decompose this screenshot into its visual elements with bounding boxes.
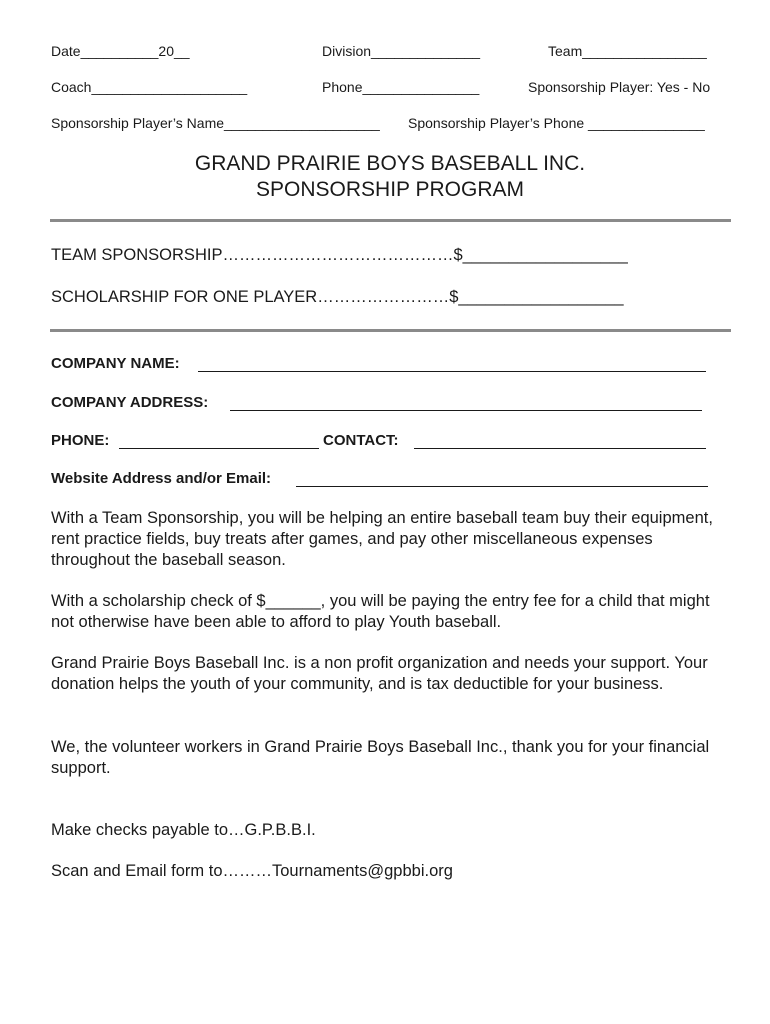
contact-input[interactable]: [414, 448, 706, 449]
player-phone-field[interactable]: Sponsorship Player’s Phone _______________: [408, 115, 705, 131]
team-field[interactable]: Team________________: [548, 43, 707, 59]
phone-field[interactable]: Phone_______________: [322, 79, 480, 95]
company-name-label: COMPANY NAME:: [51, 355, 180, 372]
divider-top: [50, 219, 731, 222]
phone-label: PHONE:: [51, 432, 110, 449]
paragraph-team-sponsorship: With a Team Sponsorship, you will be helping an entire baseball team buy their equipment, rent practice fields, buy treats after games, and pay other miscellaneous expenses throughout the baseball season.: [51, 509, 713, 569]
email-instructions: Scan and Email form to………Tournaments@gpbbi.org: [51, 862, 453, 880]
paragraph-nonprofit: Grand Prairie Boys Baseball Inc. is a non profit organization and needs your support. Your donation helps the youth of your community, and is tax deductible for your business.: [51, 654, 708, 693]
company-name-input[interactable]: [198, 371, 706, 372]
website-input[interactable]: [296, 486, 708, 487]
scholarship-amount[interactable]: SCHOLARSHIP FOR ONE PLAYER……………………$__________________: [51, 288, 624, 306]
contact-label: CONTACT:: [323, 432, 399, 449]
date-field[interactable]: Date__________20__: [51, 43, 190, 59]
page-subtitle: SPONSORSHIP PROGRAM: [256, 178, 524, 201]
company-address-label: COMPANY ADDRESS:: [51, 394, 209, 411]
checks-payable-text: Make checks payable to…G.P.B.B.I.: [51, 821, 316, 839]
paragraph-thanks: We, the volunteer workers in Grand Prairie Boys Baseball Inc., thank you for your financial support.: [51, 738, 710, 777]
player-name-field[interactable]: Sponsorship Player’s Name____________________: [51, 115, 380, 131]
paragraph-scholarship: With a scholarship check of $______, you will be paying the entry fee for a child that might not otherwise have been able to afford to play Youth baseball.: [51, 592, 710, 631]
company-phone-input[interactable]: [119, 448, 319, 449]
division-field[interactable]: Division______________: [322, 43, 481, 59]
coach-field[interactable]: Coach____________________: [51, 79, 248, 95]
sponsorship-player-choice[interactable]: Sponsorship Player: Yes - No: [528, 79, 711, 95]
team-sponsorship-amount[interactable]: TEAM SPONSORSHIP……………………………………$__________________: [51, 246, 628, 264]
company-address-input[interactable]: [230, 410, 702, 411]
divider-bottom: [50, 329, 731, 332]
website-label: Website Address and/or Email:: [51, 470, 272, 487]
page-title: GRAND PRAIRIE BOYS BASEBALL INC.: [194, 152, 586, 175]
